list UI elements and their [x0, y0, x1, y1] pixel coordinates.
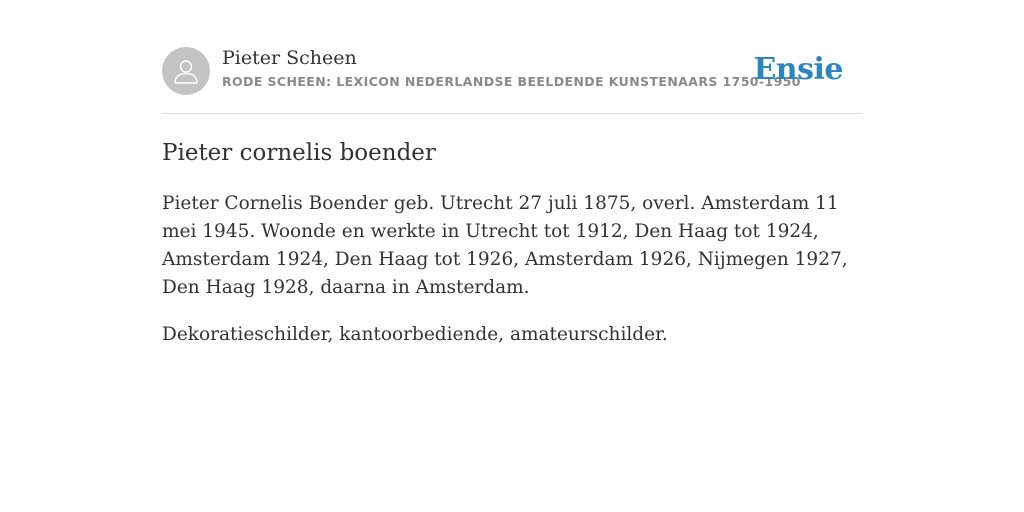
author-name[interactable]: Pieter Scheen [222, 47, 357, 69]
article-header [162, 46, 862, 114]
author-avatar[interactable] [162, 47, 210, 95]
user-silhouette-icon [171, 56, 201, 86]
source-label[interactable]: RODE SCHEEN: LEXICON NEDERLANDSE BEELDENDE KUNSTENAARS 1750-1950 [222, 74, 801, 89]
article-card [162, 46, 862, 349]
article-title: Pieter cornelis boender [162, 140, 436, 166]
article-paragraph: Pieter Cornelis Boender geb. Utrecht 27 juli 1875, overl. Amsterdam 11 mei 1945. Woonde en werkte in Utrecht tot 1912, Den Haag tot 1924, Amsterdam 1924, Den Haag tot 1926, Amsterdam 1926, Nijmegen 1927, Den Haag 1928, daarna in Amsterdam. [162, 193, 848, 298]
ensie-logo[interactable]: Ensie [753, 52, 843, 87]
article-paragraph: Dekoratieschilder, kantoorbediende, amateurschilder. [162, 324, 668, 345]
